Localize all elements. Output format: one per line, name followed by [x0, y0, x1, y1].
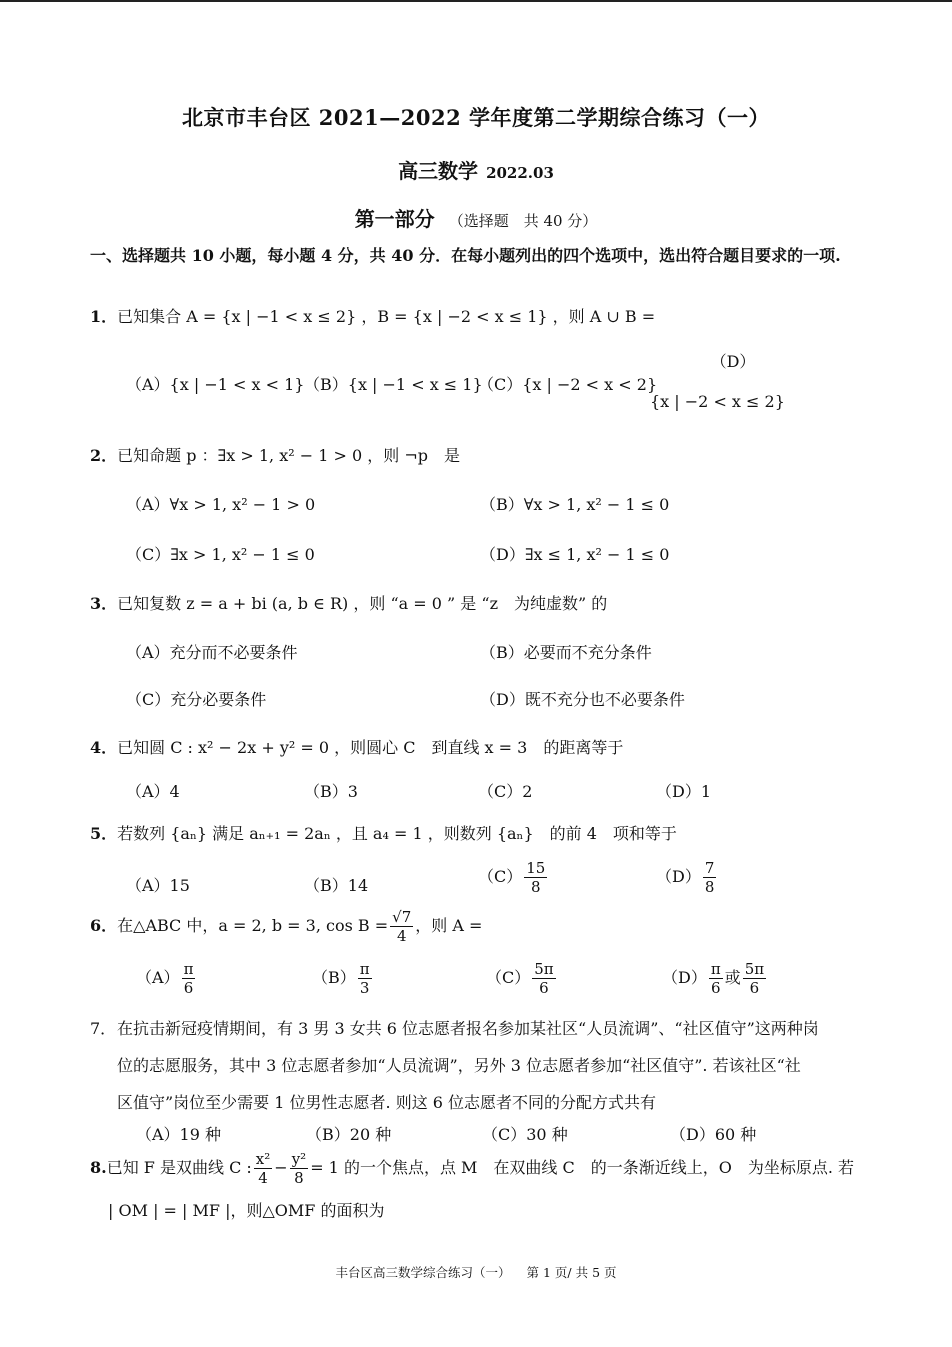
question-7-line-2: 位的志愿服务，其中 3 位志愿者参加“人员流调”，另外 3 位志愿者参加“社区值守”. 若该社区“社 — [117, 1056, 801, 1075]
part-title: 第一部分 — [354, 207, 435, 231]
question-3: 3．已知复数 z = a + bi (a, b ∈ R) ，则 “a = 0 ” 是 “z 为纯虚数” 的 — [90, 594, 608, 613]
footer-title: 丰台区高三数学综合练习（一） — [335, 1265, 511, 1280]
part-heading — [0, 203, 952, 232]
question-8-line-2: | OM | = | MF |，则△OMF 的面积为 — [108, 1201, 385, 1220]
option-a: （A） $\frac{\pi}{6}$ — [136, 960, 194, 997]
option-c: （C） $\frac{5\pi}{6}$ — [486, 960, 554, 997]
option-a: （A）19 种 — [136, 1125, 222, 1144]
question-7-number: 7． — [90, 1019, 117, 1038]
option-c: （C）2 — [478, 782, 533, 801]
fraction: $\frac{5\pi}{6}$ — [744, 960, 765, 997]
option-d: （D）既不充分也不必要条件 — [480, 690, 685, 709]
page-footer — [0, 1263, 952, 1281]
question-6: 6．在△ABC 中，a = 2, b = 3, cos B = $\frac{√7}{4}$ ，则 A = — [90, 908, 483, 945]
option-c: （C）{x | −2 < x < 2} — [478, 375, 658, 394]
option-d: （D）∃x ≤ 1, x² − 1 ≤ 0 — [480, 545, 670, 564]
option-b: （B）{x | −1 < x ≤ 1} — [304, 375, 483, 394]
option-a: （A）∀x > 1, x² − 1 > 0 — [126, 495, 316, 514]
question-stem: 已知圆 C : x² − 2x + y² = 0 ，则圆心 C 到直线 x = 3 的距离等于 — [117, 738, 624, 757]
question-stem: 已知集合 A = {x | −1 < x ≤ 2} ，B = {x | −2 < x ≤ 1} ，则 A ∪ B = — [117, 307, 656, 326]
question-stem: 已知复数 z = a + bi (a, b ∈ R) ，则 “a = 0 ” 是 “z 为纯虚数” 的 — [117, 594, 608, 613]
option-d-value: {x | −2 < x ≤ 2} — [650, 392, 785, 411]
option-b: （B）20 种 — [306, 1125, 392, 1144]
option-a: （A）充分而不必要条件 — [126, 643, 298, 662]
option-b: （B） $\frac{\pi}{3}$ — [312, 960, 370, 997]
fraction: $\frac{7}{8}$ — [704, 859, 715, 896]
subject-line — [0, 155, 952, 184]
option-d: （D） $\frac{7}{8}$ — [656, 859, 715, 896]
question-stem: 已知命题 p ：∃x > 1, x² − 1 > 0 ，则 ¬p 是 — [117, 446, 460, 465]
option-c: （C） $\frac{15}{8}$ — [478, 859, 546, 896]
page-number: 第 1 页/ 共 5 页 — [526, 1265, 617, 1280]
fraction: $\frac{√7}{4}$ — [392, 908, 412, 945]
page-title: 北京市丰台区 2021—2022 学年度第二学期综合练习（一） — [181, 105, 770, 130]
question-7-line-3: 区值守”岗位至少需要 1 位男性志愿者. 则这 6 位志愿者不同的分配方式共有 — [117, 1093, 657, 1112]
question-7-line-1: 在抗击新冠疫情期间，有 3 男 3 女共 6 位志愿者报名参加某社区“人员流调”、“社区值守”这两种岗 — [117, 1019, 819, 1038]
option-c: （C）充分必要条件 — [126, 690, 267, 709]
question-5: 5．若数列 {aₙ} 满足 aₙ₊₁ = 2aₙ ，且 a₄ = 1 ，则数列 {aₙ} 的前 4 项和等于 — [90, 824, 677, 843]
fraction: $\frac{\pi}{3}$ — [359, 960, 370, 997]
option-a: （A）{x | −1 < x < 1} — [126, 375, 305, 394]
fraction: $\frac{\text{x²}}{4}$ — [255, 1150, 271, 1187]
fraction: $\frac{\pi}{6}$ — [183, 960, 194, 997]
question-stem: 在△ABC 中，a = 2, b = 3, cos B = — [117, 916, 389, 935]
option-d: （D）60 种 — [670, 1125, 757, 1144]
option-d: （D） $\frac{\pi}{6}$ 或 $\frac{5\pi}{6}$ — [662, 960, 765, 997]
part-note: （选择题 共 40 分） — [448, 212, 598, 230]
question-8: 8.已知 F 是双曲线 C : $\frac{\text{x²}}{4}$ − $\frac{\text{y²}}{8}$ = 1 的一个焦点，点 M 在双曲线 C 的一条渐近线上，O 为坐标原点. 若 — [90, 1150, 855, 1187]
option-a: （A）4 — [126, 782, 180, 801]
option-a: （A）15 — [126, 876, 190, 895]
option-d: （D）1 — [656, 782, 712, 801]
top-border — [0, 0, 952, 2]
option-b: （B）∀x > 1, x² − 1 ≤ 0 — [480, 495, 670, 514]
option-b: （B）3 — [304, 782, 358, 801]
option-b: （B）必要而不充分条件 — [480, 643, 652, 662]
section-intro: 一、选择题共 10 小题，每小题 4 分，共 40 分．在每小题列出的四个选项中，选出符合题目要求的一项. — [90, 246, 841, 265]
option-b: （B）14 — [304, 876, 369, 895]
exam-date: 2022.03 — [486, 164, 554, 182]
fraction: $\frac{15}{8}$ — [526, 859, 546, 896]
option-c: （C）30 种 — [482, 1125, 568, 1144]
question-1: 1．已知集合 A = {x | −1 < x ≤ 2} ，B = {x | −2 < x ≤ 1} ，则 A ∪ B = — [90, 307, 656, 326]
question-stem: 若数列 {aₙ} 满足 aₙ₊₁ = 2aₙ ，且 a₄ = 1 ，则数列 {aₙ} 的前 4 项和等于 — [117, 824, 677, 843]
fraction: $\frac{5\pi}{6}$ — [534, 960, 554, 997]
question-4: 4．已知圆 C : x² − 2x + y² = 0 ，则圆心 C 到直线 x = 3 的距离等于 — [90, 738, 624, 757]
fraction: $\frac{\pi}{6}$ — [710, 960, 721, 997]
option-d: （D） — [710, 352, 756, 371]
fraction: $\frac{\text{y²}}{8}$ — [291, 1150, 307, 1187]
option-c: （C）∃x > 1, x² − 1 ≤ 0 — [126, 545, 315, 564]
question-2: 2．已知命题 p ：∃x > 1, x² − 1 > 0 ，则 ¬p 是 — [90, 446, 460, 465]
subject: 高三数学 — [398, 159, 479, 183]
